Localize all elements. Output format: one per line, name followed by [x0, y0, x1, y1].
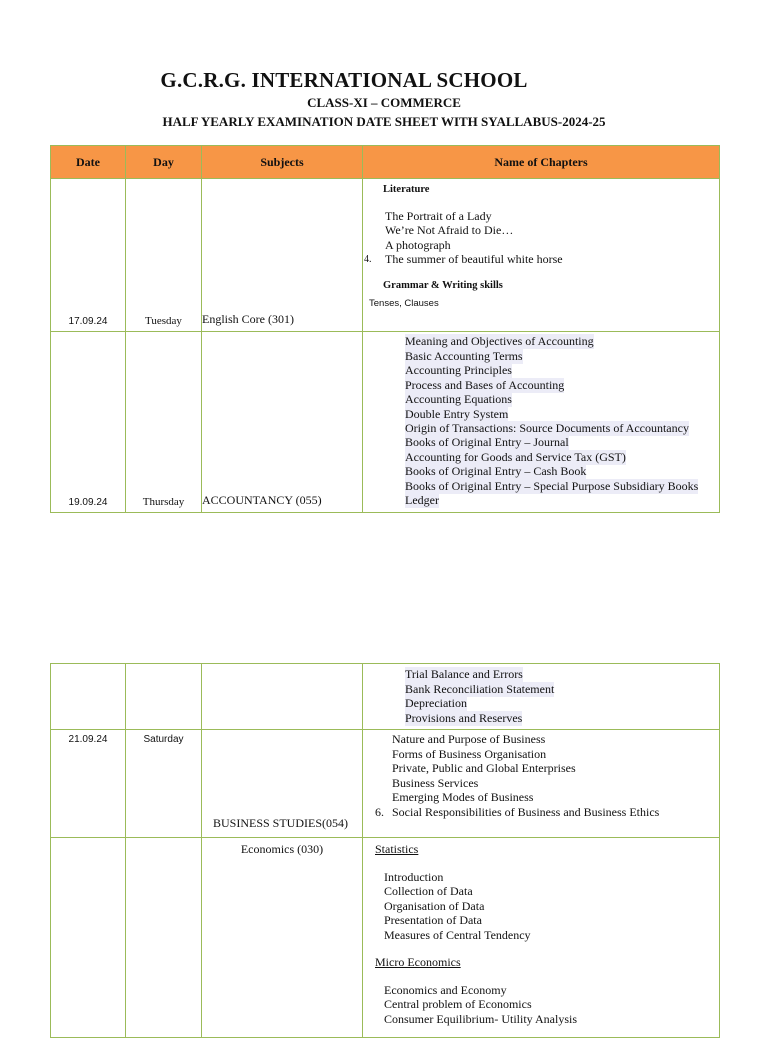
chapter-item: Depreciation [405, 696, 467, 710]
list-number: 4. [364, 254, 372, 265]
chapter-item: Business Services [392, 776, 479, 790]
subject-label: English Core (301) [202, 312, 294, 326]
table-row [51, 730, 720, 838]
grammar-heading: Grammar & Writing skills [383, 280, 503, 291]
chapter-item: Forms of Business Organisation [392, 747, 547, 761]
col-day-header: Day [126, 146, 202, 179]
chapter-list [363, 838, 720, 1038]
subject-name [202, 838, 363, 1038]
chapter-item: Nature and Purpose of Business [392, 732, 546, 746]
exam-day: Tuesday [126, 179, 202, 332]
empty-cell [126, 664, 202, 730]
chapter-list [363, 179, 720, 332]
chapter-item: Collection of Data [384, 884, 473, 898]
chapter-item: A photograph [385, 238, 451, 252]
empty-cell [202, 664, 363, 730]
chapter-item: The summer of beautiful white horse [385, 252, 563, 266]
chapter-item: Basic Accounting Terms [405, 349, 523, 363]
chapter-item: Provisions and Reserves [405, 711, 523, 725]
grammar-topics: Tenses, Clauses [369, 298, 439, 309]
chapter-item: Books of Original Entry – Cash Book [405, 464, 587, 478]
chapter-item: Accounting for Goods and Service Tax (GST) [405, 450, 626, 464]
date-sheet-table-continued [50, 663, 720, 1038]
subject-label: BUSINESS STUDIES(054) [212, 816, 348, 830]
table-row [51, 332, 720, 513]
table-header-row [51, 146, 720, 179]
chapter-item: Double Entry System [405, 407, 509, 421]
chapter-item: Private, Public and Global Enterprises [392, 761, 576, 775]
col-subjects-header: Subjects [202, 146, 363, 179]
chapter-item: The Portrait of a Lady [385, 209, 492, 223]
chapter-item: Trial Balance and Errors [405, 667, 523, 681]
literature-heading: Literature [383, 184, 430, 195]
date-sheet-table [50, 145, 720, 513]
chapter-item: Measures of Central Tendency [384, 928, 531, 942]
chapter-item: Central problem of Economics [384, 997, 532, 1011]
subject-label: Economics (030) [240, 842, 324, 856]
chapter-item: Consumer Equilibrium- Utility Analysis [384, 1012, 577, 1026]
chapter-item: Ledger [405, 493, 439, 507]
exam-date: 17.09.24 [51, 179, 126, 332]
chapter-item: Books of Original Entry – Journal [405, 435, 569, 449]
chapter-item: Accounting Principles [405, 363, 512, 377]
school-name: G.C.R.G. INTERNATIONAL SCHOOL [160, 68, 528, 92]
subject-label: ACCOUNTANCY (055) [202, 493, 322, 507]
chapter-item: Organisation of Data [384, 899, 485, 913]
chapter-item: Social Responsibilities of Business and Business Ethics [392, 805, 660, 819]
exam-date: 21.09.24 [51, 730, 126, 838]
exam-title: HALF YEARLY EXAMINATION DATE SHEET WITH SYALLABUS-2024-25 [162, 114, 606, 129]
exam-day: Thursday [126, 332, 202, 513]
chapter-item: Emerging Modes of Business [392, 790, 534, 804]
chapter-item: Meaning and Objectives of Accounting [405, 334, 594, 348]
subject-name [202, 730, 363, 838]
table-row [51, 838, 720, 1038]
list-number: 6. [375, 805, 384, 819]
statistics-heading: Statistics [375, 842, 419, 856]
empty-cell [126, 838, 202, 1038]
chapter-item: Accounting Equations [405, 392, 512, 406]
micro-economics-heading: Micro Economics [375, 955, 461, 969]
chapter-list [363, 332, 720, 513]
empty-cell [51, 664, 126, 730]
class-title: CLASS-XI – COMMERCE [307, 95, 461, 110]
chapter-item: We’re Not Afraid to Die… [385, 223, 514, 237]
chapter-item: Introduction [384, 870, 444, 884]
exam-day: Saturday [126, 730, 202, 838]
subject-name [202, 179, 363, 332]
chapter-item: Bank Reconciliation Statement [405, 682, 555, 696]
col-date-header: Date [51, 146, 126, 179]
chapter-item: Economics and Economy [384, 983, 507, 997]
col-chapters-header: Name of Chapters [363, 146, 720, 179]
chapter-item: Books of Original Entry – Special Purpose Subsidiary Books [405, 479, 699, 493]
subject-name [202, 332, 363, 513]
exam-date: 19.09.24 [51, 332, 126, 513]
empty-cell [51, 838, 126, 1038]
table-row [51, 664, 720, 730]
table-row [51, 179, 720, 332]
chapter-item: Process and Bases of Accounting [405, 378, 565, 392]
chapter-list [363, 730, 720, 838]
chapter-item: Presentation of Data [384, 913, 482, 927]
chapter-item: Origin of Transactions: Source Documents of Accountancy [405, 421, 689, 435]
chapter-list [363, 664, 720, 730]
